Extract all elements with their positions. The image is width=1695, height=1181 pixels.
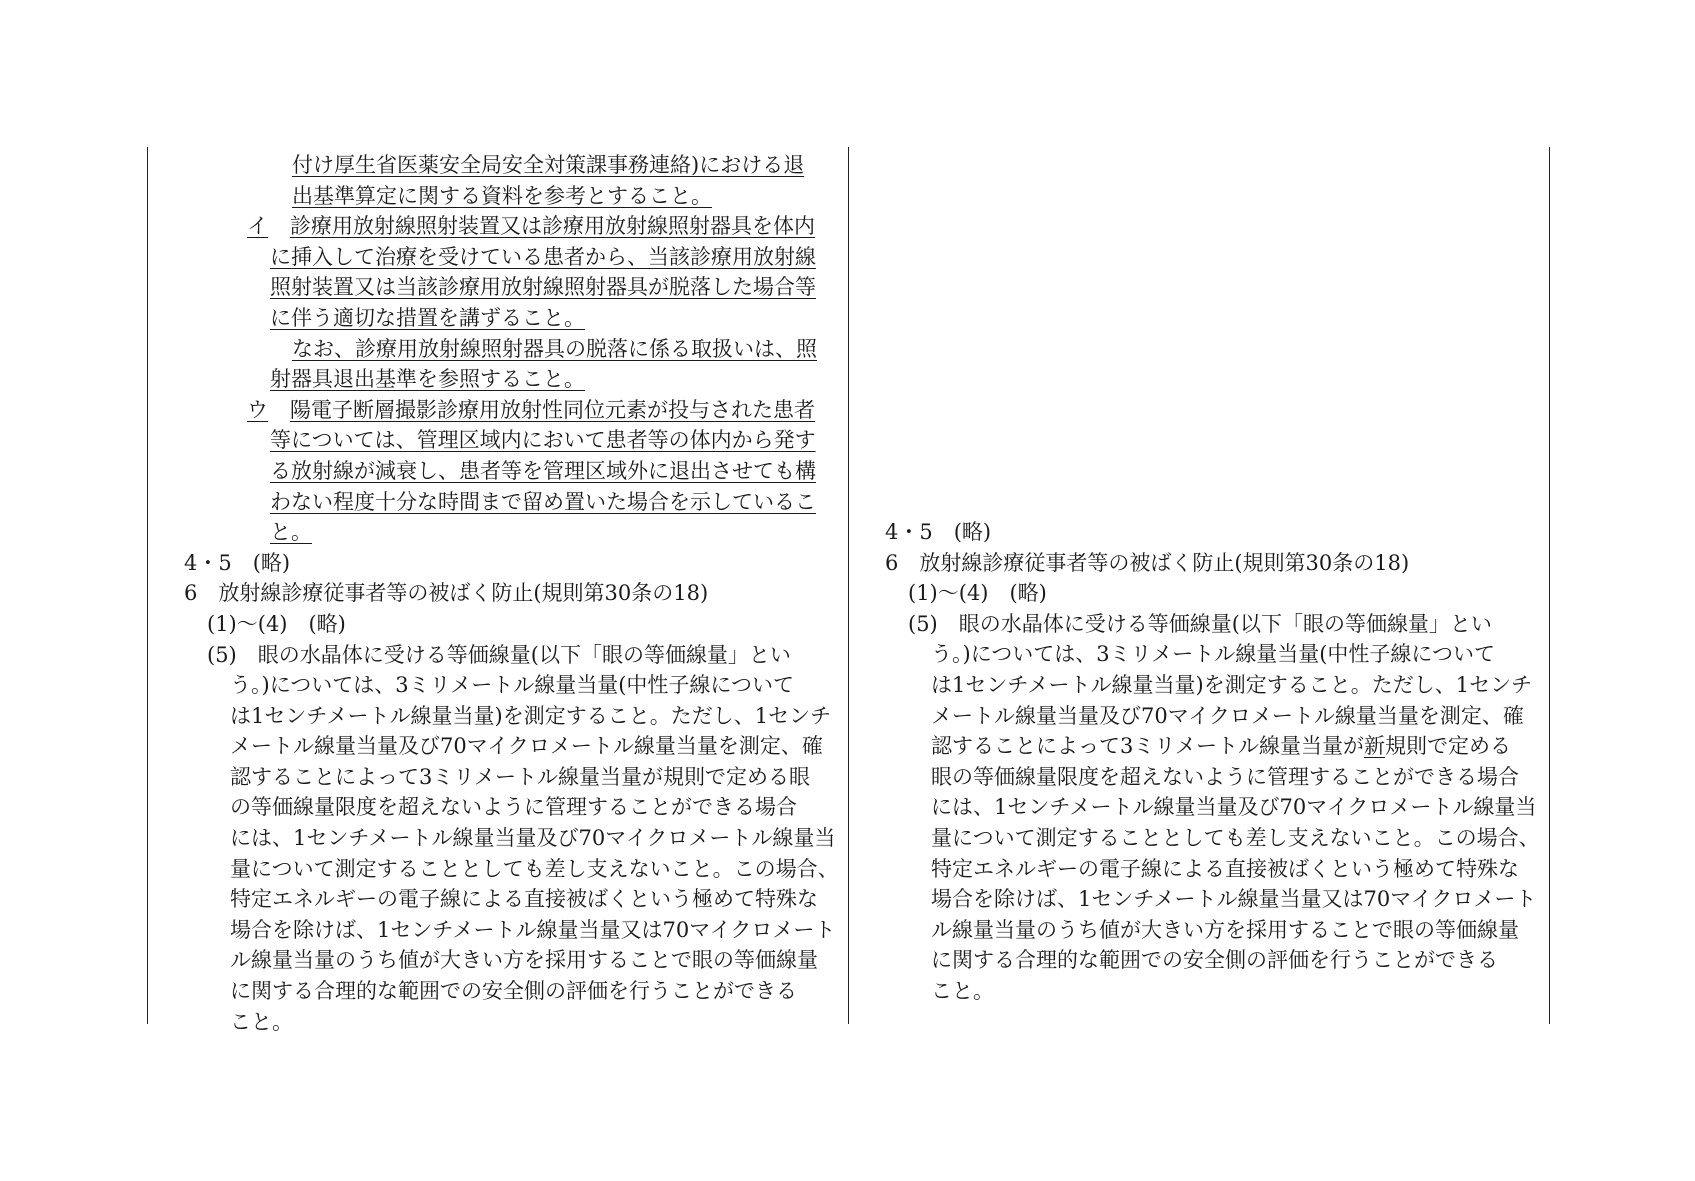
revised-text-column xyxy=(152,150,842,1037)
text-line xyxy=(853,792,1543,823)
line-text: 付け厚生省医薬安全局安全対策課事務連絡)における退 xyxy=(292,153,805,177)
line-text: る放射線が減衰し、患者等を管理区域外に退出させても構 xyxy=(270,458,816,483)
line-text: こと。 xyxy=(931,978,994,1003)
item-label: ウ xyxy=(247,397,268,422)
line-text: 場合を除けば、1センチメートル線量当量又は70マイクロメート xyxy=(931,887,1537,912)
line-text: と。 xyxy=(270,520,312,545)
line-text: 射器具退出基準を参照すること。 xyxy=(270,367,585,392)
text-line xyxy=(853,670,1543,701)
line-text: なお、診療用放射線照射器具の脱落に係る取扱いは、照 xyxy=(292,336,817,361)
line-text: に関する合理的な範囲での安全側の評価を行うことができる xyxy=(230,979,797,1004)
column-border-left xyxy=(147,147,148,1024)
text-line xyxy=(152,548,842,579)
item-label: イ xyxy=(247,214,268,239)
line-text: 等については、管理区域内において患者等の体内から発す xyxy=(270,428,816,453)
line-text: メートル線量当量及び70マイクロメートル線量当量を測定、確 xyxy=(230,734,823,759)
line-text: に関する合理的な範囲での安全側の評価を行うことができる xyxy=(931,948,1498,973)
text-line xyxy=(152,945,842,976)
text-line xyxy=(853,884,1543,915)
text-line xyxy=(152,578,842,609)
amended-text-line xyxy=(152,395,842,426)
amended-text-line xyxy=(152,517,842,548)
line-text: は1センチメートル線量当量)を測定すること。ただし、1センチ xyxy=(931,672,1533,697)
line-text: 診療用放射線照射装置又は診療用放射線照射器具を体内 xyxy=(290,214,815,239)
text-line xyxy=(853,854,1543,885)
line-text: (5) 眼の水晶体に受ける等価線量(以下「眼の等価線量」とい xyxy=(908,611,1492,636)
amended-text-line xyxy=(152,456,842,487)
text-line xyxy=(853,609,1543,640)
amended-text-line xyxy=(152,303,842,334)
line-text: 6 放射線診療従事者等の被ばく防止(規則第30条の18) xyxy=(184,581,709,606)
text-line xyxy=(152,670,842,701)
line-text: わない程度十分な時間まで留め置いた場合を示しているこ xyxy=(270,489,816,514)
line-text: には、1センチメートル線量当量及び70マイクロメートル線量当 xyxy=(931,795,1537,820)
line-text: 特定エネルギーの電子線による直接被ばくという極めて特殊な xyxy=(931,856,1519,881)
line-text: 量について測定することとしても差し支えないこと。この場合、 xyxy=(931,825,1540,850)
text-line xyxy=(853,915,1543,946)
line-text: は1センチメートル線量当量)を測定すること。ただし、1センチ xyxy=(230,703,832,728)
text-line xyxy=(853,945,1543,976)
line-text: 量について測定することとしても差し支えないこと。この場合、 xyxy=(230,856,839,881)
line-text: 認することによって3ミリメートル線量当量が新規則で定める xyxy=(931,734,1511,759)
text-line xyxy=(152,884,842,915)
amended-text-line xyxy=(152,364,842,395)
line-text: 場合を除けば、1センチメートル線量当量又は70マイクロメート xyxy=(230,917,836,942)
text-line xyxy=(152,915,842,946)
line-text: メートル線量当量及び70マイクロメートル線量当量を測定、確 xyxy=(931,703,1524,728)
text-line xyxy=(152,609,842,640)
text-line xyxy=(853,762,1543,793)
text-line xyxy=(853,976,1543,1007)
unchanged-section xyxy=(152,548,842,1038)
amended-text-line xyxy=(152,242,842,273)
column-border-right xyxy=(1549,147,1550,1024)
text-line xyxy=(152,976,842,1007)
line-text: (1)～(4) (略) xyxy=(908,581,1047,606)
current-text-column xyxy=(853,150,1543,1007)
inserted-char: 新 xyxy=(1363,734,1385,759)
line-text: ル線量当量のうち値が大きい方を採用することで眼の等価線量 xyxy=(931,917,1519,942)
line-text: 4・5 (略) xyxy=(885,520,992,544)
text-line xyxy=(853,639,1543,670)
line-text: 出基準算定に関する資料を参考とすること。 xyxy=(292,183,712,208)
line-text: に伴う適切な措置を講ずること。 xyxy=(270,305,585,330)
text-line xyxy=(853,731,1543,762)
text-line xyxy=(853,701,1543,732)
text-line xyxy=(152,792,842,823)
text-line xyxy=(152,1007,842,1038)
line-text: に挿入して治療を受けている患者から、当該診療用放射線 xyxy=(270,244,816,269)
amended-section xyxy=(152,150,842,548)
amended-text-line xyxy=(152,150,842,181)
text-line xyxy=(152,731,842,762)
text-line xyxy=(853,823,1543,854)
text-line xyxy=(152,701,842,732)
line-text: ル線量当量のうち値が大きい方を採用することで眼の等価線量 xyxy=(230,948,818,973)
amended-text-line xyxy=(152,181,842,212)
amended-text-line xyxy=(152,211,842,242)
line-text: 陽電子断層撮影診療用放射性同位元素が投与された患者 xyxy=(290,397,815,422)
text-line xyxy=(152,762,842,793)
text-line xyxy=(853,548,1543,579)
amended-text-line xyxy=(152,425,842,456)
line-text: 6 放射線診療従事者等の被ばく防止(規則第30条の18) xyxy=(885,550,1410,575)
line-text: う。)については、3ミリメートル線量当量(中性子線について xyxy=(230,673,794,698)
line-text: (5) 眼の水晶体に受ける等価線量(以下「眼の等価線量」とい xyxy=(207,642,791,667)
unchanged-section xyxy=(853,517,1543,1007)
line-text: 4・5 (略) xyxy=(184,550,291,575)
text-line xyxy=(152,823,842,854)
line-text: う。)については、3ミリメートル線量当量(中性子線について xyxy=(931,642,1495,667)
line-text: 特定エネルギーの電子線による直接被ばくという極めて特殊な xyxy=(230,887,818,912)
line-text: 眼の等価線量限度を超えないように管理することができる場合 xyxy=(931,764,1519,789)
line-text: の等価線量限度を超えないように管理することができる場合 xyxy=(230,795,797,820)
amended-text-line xyxy=(152,272,842,303)
line-text: には、1センチメートル線量当量及び70マイクロメートル線量当 xyxy=(230,826,836,851)
amended-text-line xyxy=(152,487,842,518)
column-divider xyxy=(848,147,849,1024)
text-line xyxy=(152,854,842,885)
line-text: (1)～(4) (略) xyxy=(207,611,346,636)
column-spacer xyxy=(853,150,1543,517)
line-text: 認することによって3ミリメートル線量当量が規則で定める眼 xyxy=(230,764,810,789)
text-line xyxy=(152,640,842,671)
text-line xyxy=(853,517,1543,548)
line-text: 照射装置又は当該診療用放射線照射器具が脱落した場合等 xyxy=(270,275,816,300)
amended-text-line xyxy=(152,334,842,365)
line-text: こと。 xyxy=(230,1009,293,1034)
text-line xyxy=(853,578,1543,609)
